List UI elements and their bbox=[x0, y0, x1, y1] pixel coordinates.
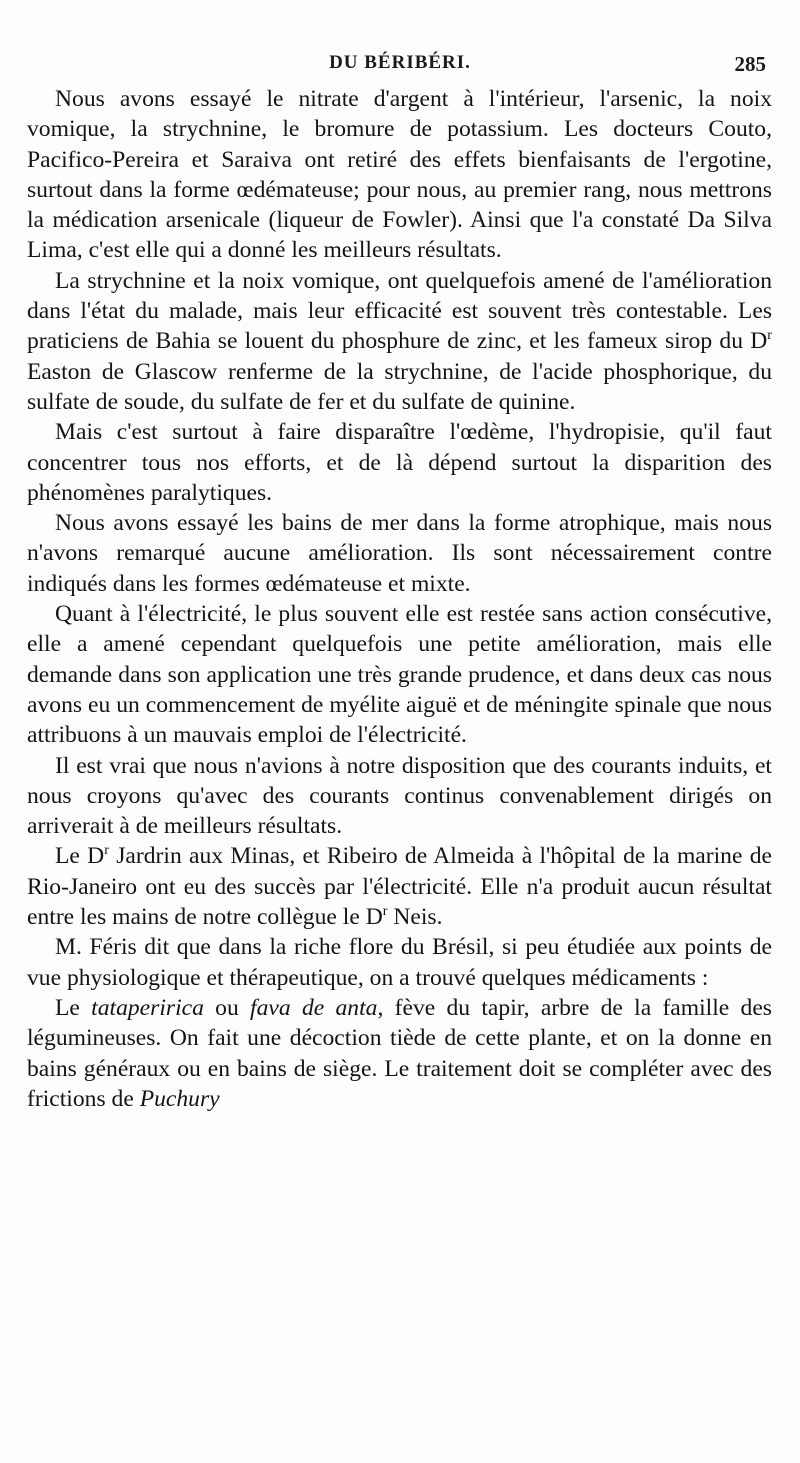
running-title: DU BÉRIBÉRI. bbox=[329, 52, 471, 73]
paragraph-7 bbox=[27, 841, 772, 932]
page-header bbox=[30, 52, 770, 82]
paragraph-9-part-c: , fève du tapir, arbre de la famille des légumineuses. On fait une décoction tiède de cette plante, et on la donne en bains généraux ou en bains de siège. Le traitement doit se compléter avec des frictions de bbox=[27, 994, 772, 1112]
paragraph-4: Nous avons essayé les bains de mer dans la forme atrophique, mais nous n'avons remarqué aucune amélioration. Ils sont nécessairement contre indiqués dans les formes œdémateuse et mixte. bbox=[27, 510, 772, 597]
paragraph-5: Quant à l'électricité, le plus souvent elle est restée sans action consécutive, elle a amené cependant quelquefois une petite amélioration, mais elle demande dans son application une très grande prudence, et dans deux cas nous avons eu un commencement de myélite aiguë et de méningite spinale que nous attribuons à un mauvais emploi de l'électricité. bbox=[27, 601, 772, 749]
paragraph-2 bbox=[27, 266, 772, 417]
italic-term-tataperirica: tataperirica bbox=[91, 994, 204, 1021]
paragraph-2-part-b: Easton de Glascow renferme de la strychnine, de l'acide phosphorique, du sulfate de soude, du sulfate de fer et du sulfate de quinine. bbox=[27, 358, 772, 415]
page-number: 285 bbox=[734, 52, 766, 76]
paragraph-1: Nous avons essayé le nitrate d'argent à l'intérieur, l'arsenic, la noix vomique, la strychnine, le bromure de potassium. Les docteurs Couto, Pacifico-Pereira et Saraiva ont retiré des effets bienfaisants de l'ergotine, surtout dans la forme œdémateuse; pour nous, au premier rang, nous mettrons la médication arsenicale (liqueur de Fowler). Ainsi que l'a constaté Da Silva Lima, c'est elle qui a donné les meilleurs résultats. bbox=[27, 86, 772, 264]
paragraph-9 bbox=[27, 993, 772, 1114]
superscript-r: r bbox=[104, 842, 109, 859]
paragraph-8: M. Féris dit que dans la riche flore du Brésil, si peu étudiée aux points de vue physiologique et thérapeutique, on a trouvé quelques médicaments : bbox=[27, 934, 772, 991]
paragraph-7-part-b: Jardrin aux Minas, et Ribeiro de Almeida à l'hôpital de la marine de Rio-Janeiro ont eu des succès par l'électricité. Elle n'a produit aucun résultat entre les mains de notre collègue le D bbox=[27, 843, 772, 931]
superscript-r: r bbox=[767, 327, 772, 344]
paragraph-2-part-a: La strychnine et la noix vomique, ont quelquefois amené de l'amélioration dans l'état du malade, mais leur efficacité est souvent très contestable. Les praticiens de Bahia se louent du phosphure de zinc, et les fameux sirop du D bbox=[27, 267, 772, 355]
body-text bbox=[27, 84, 772, 1114]
superscript-r: r bbox=[382, 903, 388, 920]
paragraph-9-part-a: Le bbox=[55, 994, 92, 1021]
italic-term-fava-de-anta: fava de anta bbox=[250, 994, 378, 1021]
paragraph-7-part-c: Neis. bbox=[387, 904, 443, 931]
paragraph-6: Il est vrai que nous n'avions à notre disposition que des courants induits, et nous croyons qu'avec des courants continus convenablement dirigés on arriverait à de meilleurs résultats. bbox=[27, 752, 772, 840]
paragraph-7-part-a: Le D bbox=[55, 843, 105, 870]
paragraph-3: Mais c'est surtout à faire disparaître l'œdème, l'hydropisie, qu'il faut concentrer tous nos efforts, et de là dépend surtout la disparition des phénomènes paralytiques. bbox=[27, 419, 772, 506]
paragraph-9-part-b: ou bbox=[203, 994, 251, 1021]
italic-term-puchury: Puchury bbox=[139, 1085, 220, 1112]
